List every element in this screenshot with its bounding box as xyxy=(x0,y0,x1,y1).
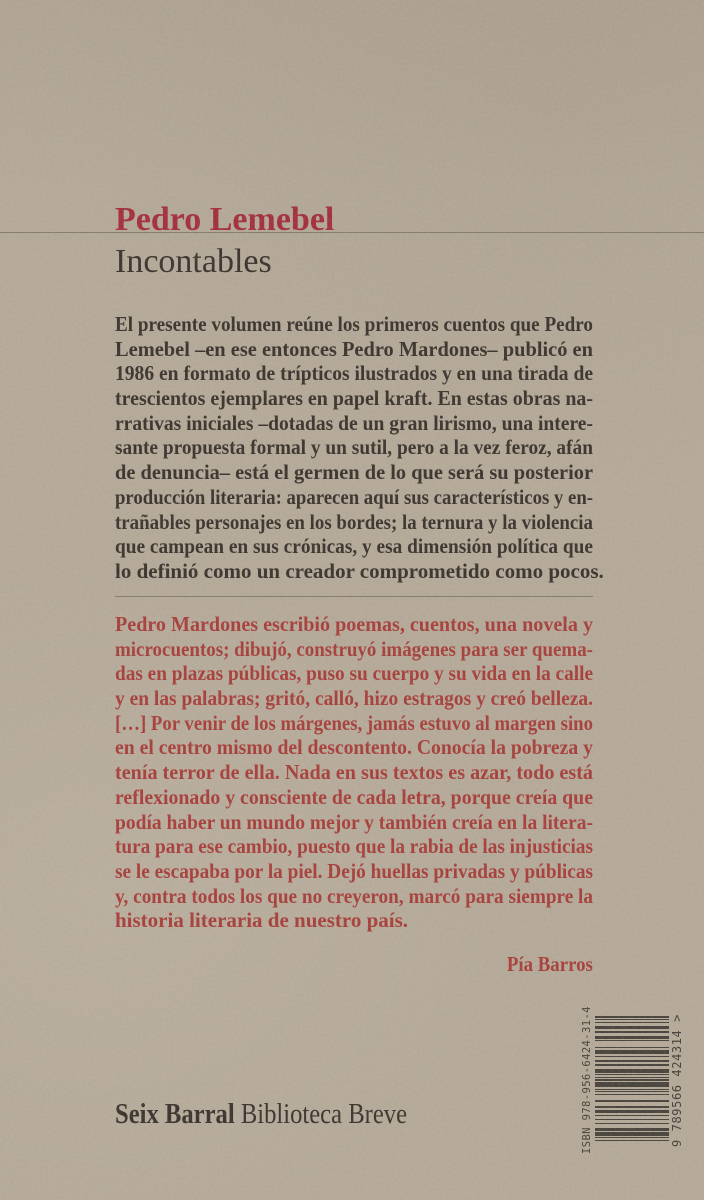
barcode-bar xyxy=(595,1123,669,1124)
barcode-bar xyxy=(595,1091,669,1092)
barcode-bar xyxy=(595,1071,669,1072)
barcode-bar xyxy=(595,1060,669,1061)
text-line: y, contra todos los que no creyeron, marcó para siempre la xyxy=(115,883,593,908)
barcode-bar xyxy=(595,1056,669,1057)
barcode-bar xyxy=(595,1137,669,1138)
book-title xyxy=(115,245,272,279)
barcode-bar xyxy=(595,1031,669,1032)
barcode-bar xyxy=(595,1077,669,1078)
barcode-bar xyxy=(595,1022,669,1023)
barcode-bar xyxy=(595,1115,669,1116)
barcode-bar xyxy=(595,1134,669,1135)
barcode-bar xyxy=(595,1111,669,1112)
text-line: trañables personajes en los bordes; la ternura y la violencia xyxy=(115,509,593,534)
barcode-bar xyxy=(595,1040,669,1041)
text-line: y en las palabras; gritó, calló, hizo estragos y creó belleza. xyxy=(115,686,593,711)
barcode-bar xyxy=(595,1094,669,1095)
text-line: en el centro mismo del descontento. Conocía la pobreza y xyxy=(115,735,593,760)
barcode-bar xyxy=(595,1027,669,1028)
barcode-bar xyxy=(595,1019,669,1020)
text-line: que campean en sus crónicas, y esa dimensión política que xyxy=(115,534,593,559)
text-line: sante propuesta formal y un sutil, pero a la vez feroz, afán xyxy=(115,435,593,460)
barcode-bar xyxy=(595,1074,669,1075)
barcode-bar xyxy=(595,1082,669,1083)
barcode-bar xyxy=(595,1128,669,1129)
author-name xyxy=(115,203,334,237)
text-line: producción literaria: aparecen aquí sus característicos y en- xyxy=(115,484,593,509)
text-line: das en plazas públicas, puso su cuerpo y su vida en la calle xyxy=(115,661,593,686)
text-line: trescientos ejemplares en papel kraft. En estas obras na- xyxy=(115,386,593,411)
text-line: tenía terror de ella. Nada en sus textos es azar, todo está xyxy=(115,760,593,785)
text-line: tura para ese cambio, puesto que la rabia de las injusticias xyxy=(115,834,593,859)
book-title-text: Incontables xyxy=(115,243,272,280)
barcode-bar xyxy=(595,1132,669,1133)
quote-attribution xyxy=(115,952,593,976)
text-line: El presente volumen reúne los primeros cuentos que Pedro xyxy=(115,312,593,336)
text-line: rrativas iniciales –dotadas de un gran lirismo, una intere- xyxy=(115,410,593,435)
text-line: lo definió como un creador comprometido como pocos. xyxy=(115,558,604,583)
barcode-bar xyxy=(595,1110,669,1111)
barcode-bar xyxy=(595,1107,669,1108)
barcode-number: 9 789566 424314 > xyxy=(670,1013,684,1147)
barcode-bar xyxy=(595,1100,669,1101)
barcode-bar xyxy=(595,1016,669,1017)
author-name-text: Pedro Lemebel xyxy=(115,201,335,238)
barcode-bar xyxy=(595,1119,669,1120)
synopsis-paragraph xyxy=(115,312,604,584)
barcode-bar xyxy=(595,1085,669,1086)
barcode-bar xyxy=(595,1070,669,1071)
barcode xyxy=(579,1006,685,1154)
text-line: reflexionado y consciente de cada letra, porque creía que xyxy=(115,784,593,809)
barcode-bar xyxy=(595,1129,669,1130)
barcode-bar xyxy=(595,1089,669,1090)
text-line: […] Por venir de los márgenes, jamás estuvo al margen sino xyxy=(115,710,593,735)
publisher-line xyxy=(115,1100,447,1130)
barcode-bar xyxy=(595,1032,669,1033)
barcode-bar xyxy=(595,1083,669,1084)
text-line: Pedro Mardones escribió poemas, cuentos, una novela y xyxy=(115,612,593,636)
publisher-fitbox xyxy=(115,1100,407,1130)
barcode-bar xyxy=(595,1026,669,1027)
barcode-bar xyxy=(595,1140,669,1141)
barcode-bar xyxy=(595,1069,669,1070)
text-line: podía haber un mundo mejor y también creía en la litera- xyxy=(115,809,593,834)
text-line: de denuncia– está el germen de lo que será su posterior xyxy=(115,460,593,485)
publisher-collection: Biblioteca Breve xyxy=(240,1099,407,1130)
barcode-bar xyxy=(595,1112,669,1113)
publisher-imprint: Seix Barral xyxy=(115,1099,235,1130)
text-line: microcuentos; dibujó, construyó imágenes para ser quema- xyxy=(115,636,593,661)
top-divider-rule xyxy=(0,232,704,233)
barcode-bar xyxy=(595,1036,669,1037)
barcode-bar xyxy=(595,1064,669,1065)
barcode-bar xyxy=(595,1047,669,1048)
quote-paragraph xyxy=(115,612,593,933)
barcode-bar xyxy=(595,1106,669,1107)
barcode-bar xyxy=(595,1037,669,1038)
isbn-label: ISBN 978-956-6424-31-4 xyxy=(581,1006,593,1154)
barcode-bar xyxy=(595,1086,669,1087)
barcode-bar xyxy=(595,1053,669,1054)
text-line: 1986 en formato de trípticos ilustrados y en una tirada de xyxy=(115,361,593,386)
barcode-bar xyxy=(595,1061,669,1062)
barcode-bars xyxy=(595,1017,669,1141)
barcode-bar xyxy=(595,1052,669,1053)
barcode-bar xyxy=(595,1133,669,1134)
text-line: se le escapaba por la piel. Dejó huellas privadas y públicas xyxy=(115,858,593,883)
barcode-bar xyxy=(595,1028,669,1029)
text-line: Lemebel –en ese entonces Pedro Mardones– publicó en xyxy=(115,336,593,361)
barcode-bar xyxy=(595,1065,669,1066)
barcode-bar xyxy=(595,1079,669,1080)
barcode-bar xyxy=(595,1050,669,1051)
text-line: historia literaria de nuestro país. xyxy=(115,908,409,933)
section-divider-rule xyxy=(115,596,593,597)
quote-attribution-text: Pía Barros xyxy=(507,952,593,976)
